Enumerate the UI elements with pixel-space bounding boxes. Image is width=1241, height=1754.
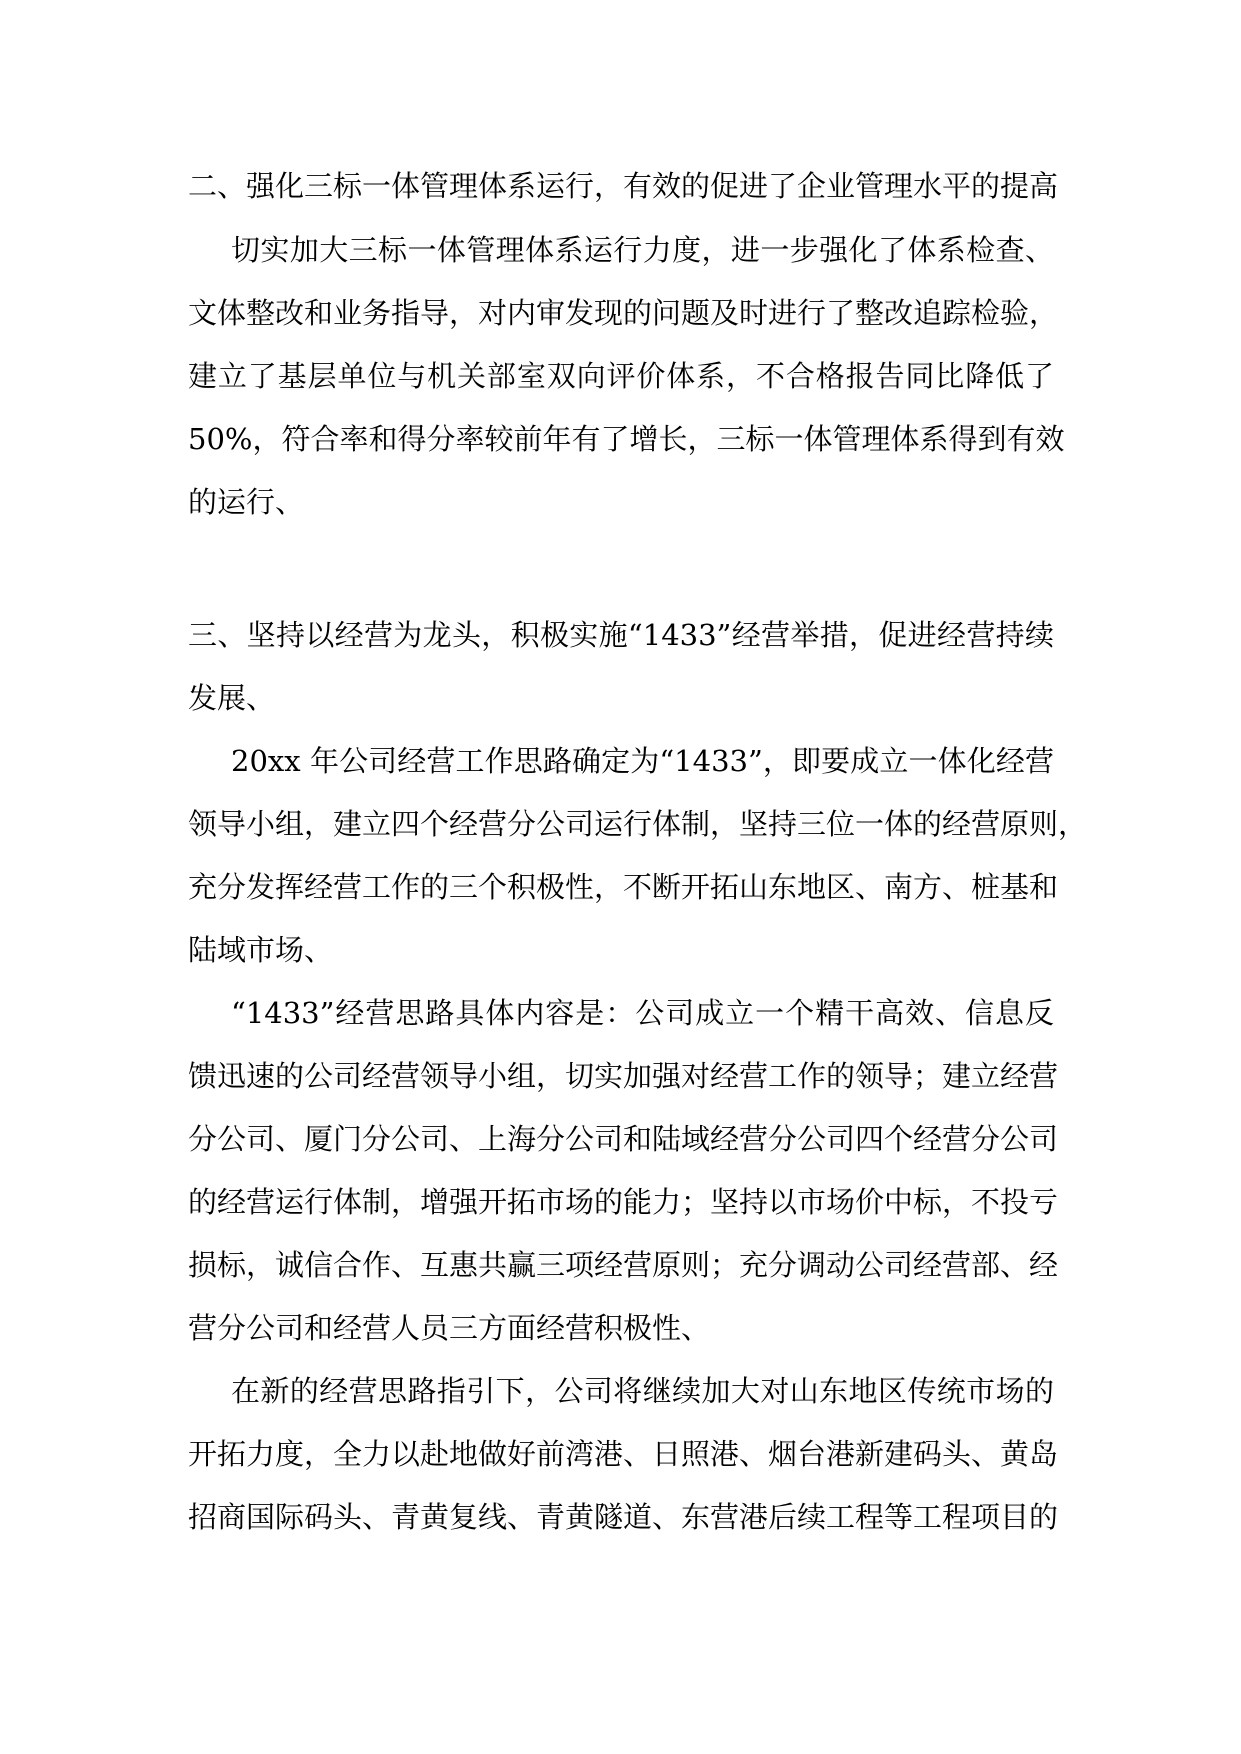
- section-2-heading: 二、强化三标一体管理体系运行，有效的促进了企业管理水平的提高: [188, 169, 1059, 203]
- section-2-paragraph-line: 建立了基层单位与机关部室双向评价体系，不合格报告同比降低了: [188, 359, 1054, 393]
- section-3-paragraph-3-line: 招商国际码头、青黄复线、青黄隧道、东营港后续工程等工程项目的: [188, 1500, 1059, 1534]
- section-2-paragraph-line: 文体整改和业务指导，对内审发现的问题及时进行了整改追踪检验，: [188, 296, 1059, 330]
- section-3-paragraph-2-line: 营分公司和经营人员三方面经营积极性、: [188, 1311, 711, 1345]
- section-2-paragraph-line: 的运行、: [188, 485, 305, 519]
- section-2-paragraph-line: 切实加大三标一体管理体系运行力度，进一步强化了体系检查、: [231, 233, 1054, 267]
- section-3-paragraph-1-line: 领导小组，建立四个经营分公司运行体制，坚持三位一体的经营原则，: [188, 807, 1088, 841]
- section-3-paragraph-1-line: 陆域市场、: [188, 933, 334, 967]
- section-3-paragraph-1-line: 20xx 年公司经营工作思路确定为“1433”，即要成立一体化经营: [231, 744, 1054, 778]
- section-3-paragraph-2-line: “1433”经营思路具体内容是：公司成立一个精干高效、信息反: [231, 996, 1054, 1030]
- section-3-paragraph-3-line: 开拓力度，全力以赴地做好前湾港、日照港、烟台港新建码头、黄岛: [188, 1437, 1059, 1471]
- section-2-paragraph-line: 50%，符合率和得分率较前年有了增长，三标一体管理体系得到有效: [188, 422, 1065, 456]
- section-3-paragraph-3-line: 在新的经营思路指引下，公司将继续加大对山东地区传统市场的: [231, 1374, 1054, 1408]
- section-3-heading: 三、坚持以经营为龙头，积极实施“1433”经营举措，促进经营持续: [188, 618, 1054, 652]
- section-3-paragraph-2-line: 馈迅速的公司经营领导小组，切实加强对经营工作的领导；建立经营: [188, 1059, 1059, 1093]
- section-3-heading: 发展、: [188, 681, 276, 715]
- section-3-paragraph-2-line: 损标，诚信合作、互惠共赢三项经营原则；充分调动公司经营部、经: [188, 1248, 1059, 1282]
- section-3-paragraph-1-line: 充分发挥经营工作的三个积极性，不断开拓山东地区、南方、桩基和: [188, 870, 1059, 904]
- section-3-paragraph-2-line: 分公司、厦门分公司、上海分公司和陆域经营分公司四个经营分公司: [188, 1122, 1059, 1156]
- section-3-paragraph-2-line: 的经营运行体制，增强开拓市场的能力；坚持以市场价中标，不投亏: [188, 1185, 1059, 1219]
